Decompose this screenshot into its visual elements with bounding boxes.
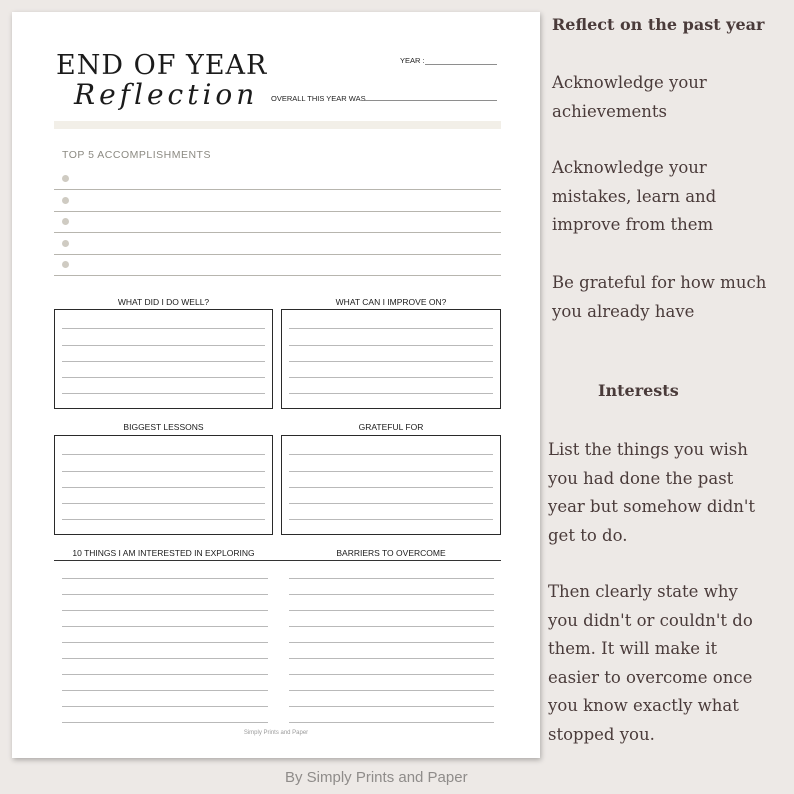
year-field: [425, 64, 497, 65]
sidebar-heading-interests: Interests: [598, 381, 679, 400]
accomplishment-row: [54, 171, 501, 190]
accomplishment-row: [54, 214, 501, 233]
header-band: [54, 121, 501, 129]
bullet-icon: [62, 197, 69, 204]
did-well-box: [54, 309, 273, 409]
accomplishment-row: [54, 257, 501, 276]
credit-caption: By Simply Prints and Paper: [285, 769, 468, 786]
accomplishment-row: [54, 236, 501, 255]
improve-box: [281, 309, 501, 409]
bullet-icon: [62, 175, 69, 182]
year-label: YEAR :: [400, 56, 425, 65]
list-title-barriers: BARRIERS TO OVERCOME: [336, 548, 446, 558]
accomplishments-title: TOP 5 ACCOMPLISHMENTS: [62, 149, 211, 161]
sidebar-para-grateful: Be grateful for how much you already have: [552, 273, 767, 321]
worksheet-page: [12, 12, 540, 758]
bullet-icon: [62, 261, 69, 268]
overall-field: [365, 100, 497, 101]
sidebar-heading-reflect: Reflect on the past year: [552, 15, 765, 34]
box-title-improve: WHAT CAN I IMPROVE ON?: [335, 297, 447, 307]
sidebar-para-achievements: Acknowledge your achievements: [552, 73, 707, 121]
sidebar-para-wish: List the things you wish you had done the past year but somehow didn't get to do.: [548, 440, 756, 545]
box-title-lessons: BIGGEST LESSONS: [123, 422, 204, 432]
page-footer: Simply Prints and Paper: [243, 730, 309, 736]
sidebar-para-why: Then clearly state why you didn't or couldn't do them. It will make it easier to overcome once you know exactly what stopped you.: [548, 582, 753, 744]
divider: [54, 560, 501, 561]
overall-label: OVERALL THIS YEAR WAS: [271, 94, 366, 103]
accomplishment-row: [54, 193, 501, 212]
bullet-icon: [62, 218, 69, 225]
title-end-of-year: END OF YEAR: [56, 50, 268, 81]
list-title-interests: 10 THINGS I AM INTERESTED IN EXPLORING: [72, 548, 255, 558]
title-reflection: Reflection: [74, 78, 259, 111]
box-title-did-well: WHAT DID I DO WELL?: [117, 297, 210, 307]
grateful-box: [281, 435, 501, 535]
box-title-grateful: GRATEFUL FOR: [358, 422, 424, 432]
lessons-box: [54, 435, 273, 535]
bullet-icon: [62, 240, 69, 247]
sidebar-para-mistakes: Acknowledge your mistakes, learn and improve from them: [552, 158, 717, 234]
